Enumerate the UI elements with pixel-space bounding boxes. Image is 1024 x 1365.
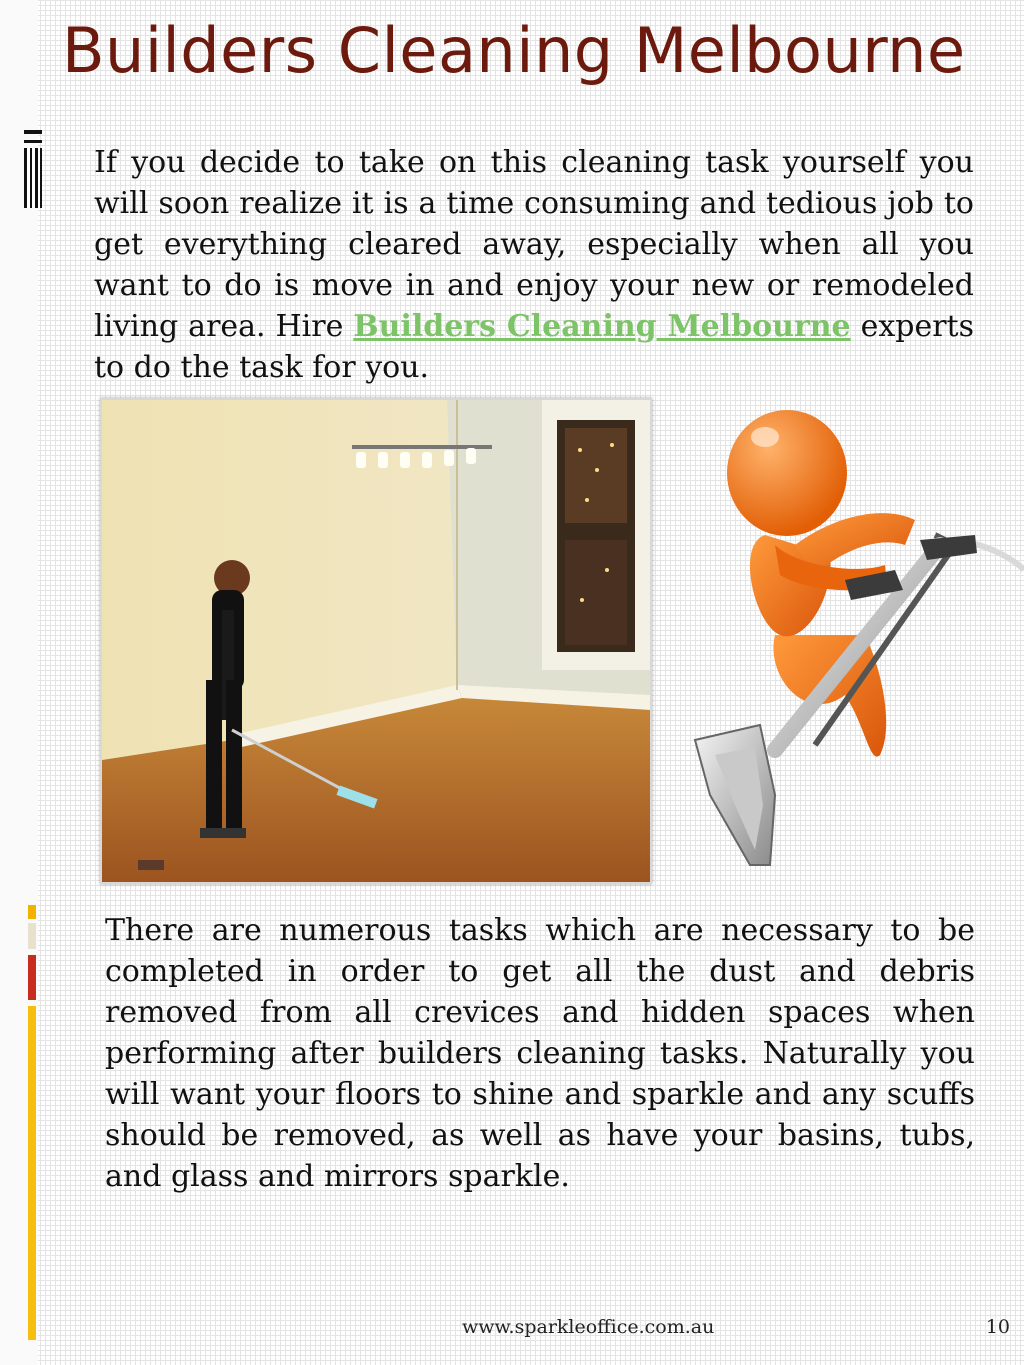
accent-bar-yellow-small xyxy=(28,905,36,919)
accent-bar-yellow xyxy=(28,1006,36,1340)
footer-url: www.sparkleoffice.com.au xyxy=(462,1316,715,1338)
page-number: 10 xyxy=(985,1316,1010,1338)
builders-cleaning-link[interactable]: Builders Cleaning Melbourne xyxy=(353,309,851,344)
intro-paragraph xyxy=(94,142,974,388)
intro-text: If you decide to take on this cleaning task yourself you will soon realize it is a time consuming and tedious job to get everything cleared away, especially when all you want to do is move in and enjoy your new or remodeled living area. Hire xyxy=(94,145,974,344)
cleaning-photo xyxy=(100,398,652,884)
intro-text-end: experts to do the task for you. xyxy=(94,309,974,385)
page-title: Builders Cleaning Melbourne xyxy=(62,14,966,87)
tasks-paragraph: There are numerous tasks which are necessary to be completed in order to get all the dust and debris removed from all crevices and hidden spaces when performing after builders cleaning tasks. Naturally you will want your floors to shine and sparkle and any scuffs should be removed, as well as have your basins, tubs, and glass and mirrors sparkle. xyxy=(105,913,975,1194)
bar-marker-icon xyxy=(24,130,42,210)
accent-bar-red xyxy=(28,955,36,1000)
vacuum-cleaner-illustration xyxy=(655,395,1024,880)
accent-bar-beige xyxy=(28,923,36,949)
